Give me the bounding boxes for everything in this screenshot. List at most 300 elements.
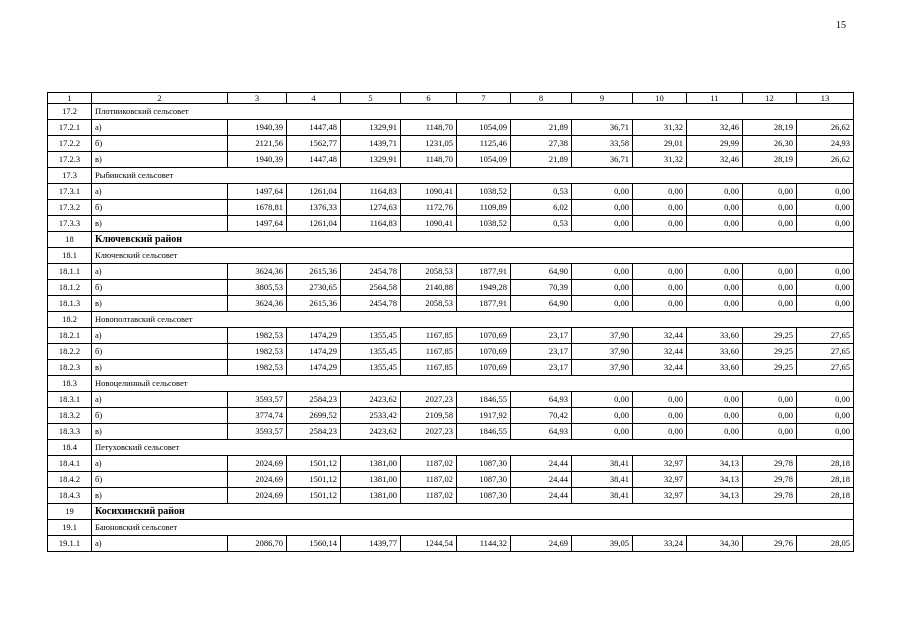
value-cell: 1355,45: [341, 360, 401, 376]
table-row: [48, 328, 854, 344]
value-cell: 1164,83: [341, 184, 401, 200]
value-cell: 0,53: [511, 216, 572, 232]
value-cell: 29,78: [743, 456, 797, 472]
row-label: Баюновский сельсовет: [92, 520, 854, 536]
value-cell: 32,44: [633, 344, 687, 360]
value-cell: 1982,53: [228, 344, 287, 360]
value-cell: 1497,64: [228, 184, 287, 200]
value-cell: 23,17: [511, 328, 572, 344]
header-cell: 12: [743, 93, 797, 104]
value-cell: 1090,41: [401, 184, 457, 200]
header-cell: 13: [797, 93, 854, 104]
value-cell: 1474,29: [287, 328, 341, 344]
value-cell: 0,00: [797, 408, 854, 424]
value-cell: 0,00: [687, 216, 743, 232]
row-code: 18.4.3: [48, 488, 92, 504]
value-cell: 33,58: [572, 136, 633, 152]
value-cell: 38,41: [572, 472, 633, 488]
value-cell: 3624,36: [228, 296, 287, 312]
table-row: [48, 296, 854, 312]
value-cell: 1244,54: [401, 536, 457, 552]
value-cell: 1070,69: [457, 360, 511, 376]
value-cell: 1038,52: [457, 184, 511, 200]
value-cell: 1355,45: [341, 344, 401, 360]
value-cell: 2454,78: [341, 264, 401, 280]
row-code: 18.3.2: [48, 408, 92, 424]
row-label: Плотниковский сельсовет: [92, 104, 854, 120]
value-cell: 70,42: [511, 408, 572, 424]
section-row: [48, 520, 854, 536]
row-code: 18.2.3: [48, 360, 92, 376]
row-code: 18.2.2: [48, 344, 92, 360]
value-cell: 33,60: [687, 344, 743, 360]
value-cell: 0,00: [572, 392, 633, 408]
value-cell: 28,19: [743, 152, 797, 168]
value-cell: 2024,69: [228, 456, 287, 472]
value-cell: 6,02: [511, 200, 572, 216]
value-cell: 1087,30: [457, 488, 511, 504]
value-cell: 1261,04: [287, 216, 341, 232]
value-cell: 1274,63: [341, 200, 401, 216]
page-number: 15: [836, 20, 846, 31]
value-cell: 1381,00: [341, 456, 401, 472]
district-row: [48, 232, 854, 248]
value-cell: 64,90: [511, 264, 572, 280]
value-cell: 1497,64: [228, 216, 287, 232]
value-cell: 64,90: [511, 296, 572, 312]
value-cell: 29,76: [743, 536, 797, 552]
row-code: 17.3.2: [48, 200, 92, 216]
value-cell: 0,00: [687, 264, 743, 280]
value-cell: 0,00: [633, 264, 687, 280]
value-cell: 32,46: [687, 120, 743, 136]
value-cell: 64,93: [511, 424, 572, 440]
value-cell: 0,00: [572, 264, 633, 280]
value-cell: 36,71: [572, 120, 633, 136]
value-cell: 34,30: [687, 536, 743, 552]
value-cell: 2454,78: [341, 296, 401, 312]
value-cell: 1949,28: [457, 280, 511, 296]
row-label: в): [92, 488, 228, 504]
header-cell: 9: [572, 93, 633, 104]
value-cell: 0,00: [743, 264, 797, 280]
section-row: [48, 376, 854, 392]
row-label: а): [92, 536, 228, 552]
value-cell: 33,24: [633, 536, 687, 552]
value-cell: 3593,57: [228, 424, 287, 440]
value-cell: 2615,36: [287, 264, 341, 280]
value-cell: 1231,05: [401, 136, 457, 152]
value-cell: 27,65: [797, 328, 854, 344]
value-cell: 32,97: [633, 456, 687, 472]
row-code: 17.2.2: [48, 136, 92, 152]
row-code: 17.2.1: [48, 120, 92, 136]
value-cell: 1501,12: [287, 472, 341, 488]
value-cell: 24,93: [797, 136, 854, 152]
row-label: в): [92, 296, 228, 312]
value-cell: 32,97: [633, 488, 687, 504]
value-cell: 0,00: [572, 200, 633, 216]
value-cell: 26,62: [797, 120, 854, 136]
value-cell: 24,44: [511, 488, 572, 504]
value-cell: 1261,04: [287, 184, 341, 200]
value-cell: 0,00: [743, 200, 797, 216]
row-label: а): [92, 120, 228, 136]
table-row: [48, 424, 854, 440]
value-cell: 29,25: [743, 328, 797, 344]
header-cell: 11: [687, 93, 743, 104]
value-cell: 0,00: [633, 424, 687, 440]
value-cell: 1982,53: [228, 328, 287, 344]
value-cell: 1447,48: [287, 120, 341, 136]
value-cell: 0,00: [572, 424, 633, 440]
value-cell: 0,00: [743, 392, 797, 408]
value-cell: 1562,77: [287, 136, 341, 152]
value-cell: 1054,09: [457, 152, 511, 168]
value-cell: 1148,70: [401, 152, 457, 168]
row-label: Петуховский сельсовет: [92, 440, 854, 456]
value-cell: 1355,45: [341, 328, 401, 344]
row-label: Рыбинский сельсовет: [92, 168, 854, 184]
row-label: Ключевский сельсовет: [92, 248, 854, 264]
value-cell: 0,00: [633, 280, 687, 296]
value-cell: 2584,23: [287, 424, 341, 440]
value-cell: 1038,52: [457, 216, 511, 232]
row-label: а): [92, 392, 228, 408]
value-cell: 1148,70: [401, 120, 457, 136]
value-cell: 2423,62: [341, 392, 401, 408]
value-cell: 1087,30: [457, 472, 511, 488]
row-label: б): [92, 472, 228, 488]
value-cell: 0,00: [572, 408, 633, 424]
row-label: Новоцелинный сельсовет: [92, 376, 854, 392]
row-code: 19: [48, 504, 92, 520]
value-cell: 0,00: [687, 184, 743, 200]
header-row: [48, 93, 854, 104]
value-cell: 2058,53: [401, 296, 457, 312]
value-cell: 2086,70: [228, 536, 287, 552]
value-cell: 0,00: [797, 424, 854, 440]
value-cell: 2699,52: [287, 408, 341, 424]
row-code: 18.4.2: [48, 472, 92, 488]
value-cell: 1144,32: [457, 536, 511, 552]
value-cell: 0,00: [687, 200, 743, 216]
value-cell: 0,00: [797, 200, 854, 216]
row-code: 18.2.1: [48, 328, 92, 344]
row-code: 17.3: [48, 168, 92, 184]
header-cell: 2: [92, 93, 228, 104]
value-cell: 1474,29: [287, 344, 341, 360]
value-cell: 29,99: [687, 136, 743, 152]
row-code: 18.3.1: [48, 392, 92, 408]
row-label: в): [92, 216, 228, 232]
row-label: а): [92, 456, 228, 472]
value-cell: 0,00: [797, 392, 854, 408]
value-cell: 27,38: [511, 136, 572, 152]
value-cell: 0,00: [743, 408, 797, 424]
row-label: в): [92, 360, 228, 376]
value-cell: 2140,88: [401, 280, 457, 296]
value-cell: 2423,62: [341, 424, 401, 440]
value-cell: 0,00: [633, 408, 687, 424]
value-cell: 31,32: [633, 120, 687, 136]
value-cell: 37,90: [572, 344, 633, 360]
value-cell: 1376,33: [287, 200, 341, 216]
value-cell: 1846,55: [457, 392, 511, 408]
table-row: [48, 392, 854, 408]
value-cell: 2584,23: [287, 392, 341, 408]
row-code: 18.1.3: [48, 296, 92, 312]
value-cell: 1501,12: [287, 488, 341, 504]
value-cell: 1982,53: [228, 360, 287, 376]
value-cell: 38,41: [572, 456, 633, 472]
value-cell: 0,00: [743, 184, 797, 200]
value-cell: 0,00: [797, 296, 854, 312]
table-row: [48, 536, 854, 552]
value-cell: 28,05: [797, 536, 854, 552]
value-cell: 0,00: [797, 216, 854, 232]
row-code: 18.1.1: [48, 264, 92, 280]
value-cell: 0,00: [633, 184, 687, 200]
table-body: [48, 93, 854, 552]
section-row: [48, 312, 854, 328]
value-cell: 3593,57: [228, 392, 287, 408]
value-cell: 0,00: [572, 184, 633, 200]
value-cell: 37,90: [572, 360, 633, 376]
value-cell: 0,00: [633, 216, 687, 232]
header-cell: 6: [401, 93, 457, 104]
value-cell: 24,44: [511, 472, 572, 488]
value-cell: 0,00: [687, 408, 743, 424]
value-cell: 33,60: [687, 328, 743, 344]
value-cell: 29,78: [743, 488, 797, 504]
value-cell: 29,01: [633, 136, 687, 152]
table-row: [48, 280, 854, 296]
section-row: [48, 248, 854, 264]
value-cell: 1877,91: [457, 296, 511, 312]
table-row: [48, 120, 854, 136]
value-cell: 38,41: [572, 488, 633, 504]
value-cell: 28,19: [743, 120, 797, 136]
row-code: 18.4: [48, 440, 92, 456]
table-row: [48, 488, 854, 504]
value-cell: 31,32: [633, 152, 687, 168]
value-cell: 1940,39: [228, 152, 287, 168]
row-label: б): [92, 408, 228, 424]
value-cell: 0,00: [687, 280, 743, 296]
value-cell: 0,00: [797, 264, 854, 280]
row-code: 17.3.1: [48, 184, 92, 200]
value-cell: 2121,56: [228, 136, 287, 152]
row-label: б): [92, 344, 228, 360]
value-cell: 1560,14: [287, 536, 341, 552]
value-cell: 1070,69: [457, 344, 511, 360]
value-cell: 29,78: [743, 472, 797, 488]
value-cell: 1501,12: [287, 456, 341, 472]
value-cell: 1447,48: [287, 152, 341, 168]
value-cell: 1329,91: [341, 120, 401, 136]
row-label: б): [92, 136, 228, 152]
value-cell: 2027,23: [401, 424, 457, 440]
value-cell: 1474,29: [287, 360, 341, 376]
row-label: Ключевский район: [92, 232, 854, 248]
value-cell: 36,71: [572, 152, 633, 168]
value-cell: 27,65: [797, 344, 854, 360]
value-cell: 32,97: [633, 472, 687, 488]
row-label: а): [92, 264, 228, 280]
value-cell: 21,89: [511, 152, 572, 168]
value-cell: 1167,85: [401, 328, 457, 344]
table-row: [48, 360, 854, 376]
value-cell: 1439,71: [341, 136, 401, 152]
value-cell: 0,00: [572, 216, 633, 232]
value-cell: 0,00: [743, 280, 797, 296]
row-label: Новополтавский сельсовет: [92, 312, 854, 328]
value-cell: 1846,55: [457, 424, 511, 440]
value-cell: 21,89: [511, 120, 572, 136]
header-cell: 1: [48, 93, 92, 104]
row-code: 18.3.3: [48, 424, 92, 440]
value-cell: 23,17: [511, 360, 572, 376]
value-cell: 1109,89: [457, 200, 511, 216]
row-code: 17.3.3: [48, 216, 92, 232]
header-cell: 7: [457, 93, 511, 104]
value-cell: 1381,00: [341, 488, 401, 504]
value-cell: 37,90: [572, 328, 633, 344]
value-cell: 2024,69: [228, 472, 287, 488]
table-row: [48, 136, 854, 152]
district-row: [48, 504, 854, 520]
value-cell: 64,93: [511, 392, 572, 408]
table-row: [48, 456, 854, 472]
value-cell: 2058,53: [401, 264, 457, 280]
row-code: 18.3: [48, 376, 92, 392]
table-row: [48, 344, 854, 360]
value-cell: 1187,02: [401, 472, 457, 488]
data-table: [47, 92, 854, 552]
value-cell: 0,00: [633, 200, 687, 216]
value-cell: 1087,30: [457, 456, 511, 472]
section-row: [48, 440, 854, 456]
header-cell: 8: [511, 93, 572, 104]
value-cell: 39,05: [572, 536, 633, 552]
value-cell: 1167,85: [401, 360, 457, 376]
value-cell: 0,00: [743, 216, 797, 232]
value-cell: 34,13: [687, 472, 743, 488]
row-code: 18.2: [48, 312, 92, 328]
value-cell: 2024,69: [228, 488, 287, 504]
row-label: б): [92, 200, 228, 216]
value-cell: 2564,58: [341, 280, 401, 296]
value-cell: 1678,81: [228, 200, 287, 216]
value-cell: 34,13: [687, 456, 743, 472]
value-cell: 3774,74: [228, 408, 287, 424]
value-cell: 0,00: [687, 296, 743, 312]
value-cell: 1187,02: [401, 488, 457, 504]
value-cell: 1172,76: [401, 200, 457, 216]
value-cell: 1877,91: [457, 264, 511, 280]
value-cell: 1329,91: [341, 152, 401, 168]
value-cell: 28,18: [797, 488, 854, 504]
table-row: [48, 216, 854, 232]
value-cell: 1917,92: [457, 408, 511, 424]
row-code: 19.1.1: [48, 536, 92, 552]
section-row: [48, 168, 854, 184]
value-cell: 0,53: [511, 184, 572, 200]
row-label: б): [92, 280, 228, 296]
value-cell: 0,00: [572, 280, 633, 296]
table-row: [48, 152, 854, 168]
row-label: а): [92, 184, 228, 200]
value-cell: 33,60: [687, 360, 743, 376]
value-cell: 28,18: [797, 472, 854, 488]
row-label: а): [92, 328, 228, 344]
header-cell: 10: [633, 93, 687, 104]
table-row: [48, 184, 854, 200]
value-cell: 0,00: [572, 296, 633, 312]
value-cell: 1439,77: [341, 536, 401, 552]
row-code: 18: [48, 232, 92, 248]
value-cell: 3624,36: [228, 264, 287, 280]
value-cell: 0,00: [743, 424, 797, 440]
row-code: 18.4.1: [48, 456, 92, 472]
value-cell: 2027,23: [401, 392, 457, 408]
value-cell: 29,25: [743, 360, 797, 376]
row-code: 18.1: [48, 248, 92, 264]
value-cell: 2615,36: [287, 296, 341, 312]
value-cell: 1164,83: [341, 216, 401, 232]
row-code: 19.1: [48, 520, 92, 536]
value-cell: 32,44: [633, 360, 687, 376]
header-cell: 4: [287, 93, 341, 104]
value-cell: 23,17: [511, 344, 572, 360]
value-cell: 0,00: [797, 184, 854, 200]
row-code: 17.2.3: [48, 152, 92, 168]
section-row: [48, 104, 854, 120]
value-cell: 32,46: [687, 152, 743, 168]
value-cell: 2109,58: [401, 408, 457, 424]
value-cell: 28,18: [797, 456, 854, 472]
value-cell: 1070,69: [457, 328, 511, 344]
value-cell: 1187,02: [401, 456, 457, 472]
value-cell: 1940,39: [228, 120, 287, 136]
value-cell: 26,62: [797, 152, 854, 168]
row-label: Косихинский район: [92, 504, 854, 520]
value-cell: 0,00: [797, 280, 854, 296]
table-row: [48, 200, 854, 216]
value-cell: 29,25: [743, 344, 797, 360]
value-cell: 24,69: [511, 536, 572, 552]
value-cell: 0,00: [687, 392, 743, 408]
value-cell: 0,00: [633, 392, 687, 408]
value-cell: 0,00: [687, 424, 743, 440]
row-code: 17.2: [48, 104, 92, 120]
table-row: [48, 264, 854, 280]
value-cell: 1381,00: [341, 472, 401, 488]
value-cell: 0,00: [633, 296, 687, 312]
row-label: в): [92, 152, 228, 168]
table-row: [48, 472, 854, 488]
value-cell: 70,39: [511, 280, 572, 296]
value-cell: 3805,53: [228, 280, 287, 296]
value-cell: 26,30: [743, 136, 797, 152]
value-cell: 0,00: [743, 296, 797, 312]
value-cell: 24,44: [511, 456, 572, 472]
value-cell: 34,13: [687, 488, 743, 504]
value-cell: 27,65: [797, 360, 854, 376]
value-cell: 1167,85: [401, 344, 457, 360]
value-cell: 1125,46: [457, 136, 511, 152]
